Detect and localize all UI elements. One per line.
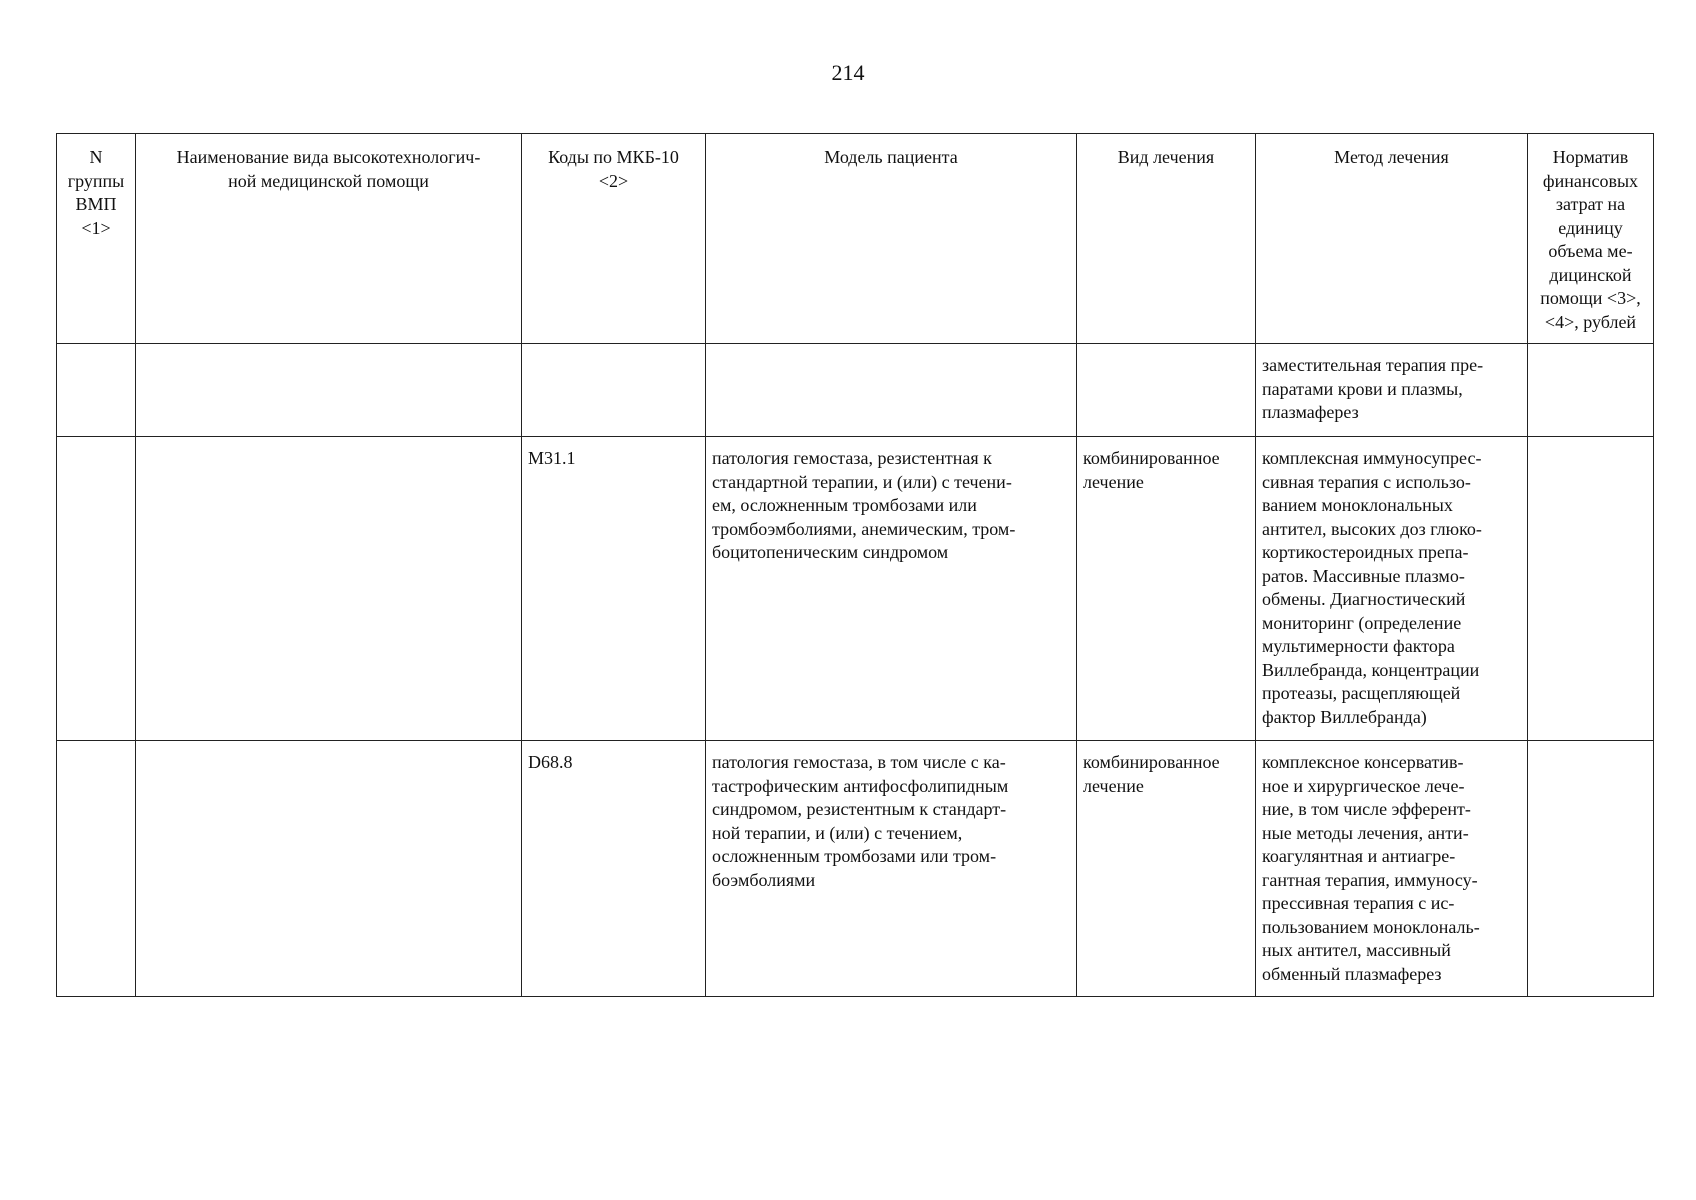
cell-text-line: ем, осложненным тромбозами или <box>712 495 977 515</box>
cell-group <box>57 741 136 997</box>
cell-method <box>1256 344 1528 437</box>
cell-text-line: комплексное консерватив- <box>1262 752 1464 772</box>
cell-text-line: антител, высоких доз глюко- <box>1262 518 1482 539</box>
cell-text-line: N <box>89 147 103 167</box>
cell-text-line: ных антител, массивный <box>1262 940 1451 960</box>
cell-name <box>136 437 522 741</box>
cell-treatment-type <box>1077 741 1256 997</box>
cell-text-line: синдромом, резистентным к стандарт- <box>712 799 1007 819</box>
cell-text-line: пользованием моноклональ- <box>1262 916 1480 937</box>
cell-text-line: кортикостероидных препа- <box>1262 542 1469 562</box>
cell-norm <box>1528 741 1654 997</box>
cell-text-line: плазмаферез <box>1262 402 1359 422</box>
cell-treatment-type <box>1077 437 1256 741</box>
cell-text-line: боцитопеническим синдромом <box>712 542 949 562</box>
cell-norm <box>1528 437 1654 741</box>
cell-text-line: мультимерности фактора <box>1262 636 1455 656</box>
cell-text-line: ное и хирургическое лече- <box>1262 775 1465 796</box>
cell-text-line: ние, в том числе эфферент- <box>1262 799 1471 819</box>
cell-treatment-type <box>1077 344 1256 437</box>
cell-text-line: объема ме- <box>1548 241 1633 261</box>
cell-text-line: дицинской <box>1549 264 1632 285</box>
cell-text-line: помощи <3>, <box>1540 288 1641 308</box>
cell-text-line: стандартной терапии, и (или) с течени- <box>712 471 1012 492</box>
cell-text-line: Метод лечения <box>1334 147 1449 167</box>
cell-text-line: сивная терапия с использо- <box>1262 471 1471 492</box>
cell-text-line: комбинированное <box>1083 752 1220 772</box>
cell-codes: M31.1 <box>522 437 706 741</box>
cell-text-line: паратами крови и плазмы, <box>1262 378 1463 399</box>
cell-codes: D68.8 <box>522 741 706 997</box>
header-care-name <box>136 134 522 344</box>
cell-text-line: патология гемостаза, в том числе с ка- <box>712 752 1006 772</box>
cell-group <box>57 437 136 741</box>
header-group-number <box>57 134 136 344</box>
cell-text-line: лечение <box>1083 471 1144 492</box>
cell-text-line: тастрофическим антифосфолипидным <box>712 775 1009 796</box>
cell-text-line: Коды по МКБ-10 <box>548 147 679 167</box>
cell-text-line: лечение <box>1083 775 1144 796</box>
cell-text-line: протеазы, расщепляющей <box>1262 683 1461 703</box>
cell-text-line: комбинированное <box>1083 448 1220 468</box>
cell-text-line: ные методы лечения, анти- <box>1262 822 1469 843</box>
cell-text-line: Виллебранда, концентрации <box>1262 659 1480 680</box>
cell-text-line: патология гемостаза, резистентная к <box>712 448 992 468</box>
header-treatment-type <box>1077 134 1256 344</box>
cell-text-line: <2> <box>598 170 629 191</box>
page-number: 214 <box>831 60 865 85</box>
header-patient-model <box>706 134 1077 344</box>
cell-norm <box>1528 344 1654 437</box>
cell-text-line: ной терапии, и (или) с течением, <box>712 822 963 843</box>
cell-text-line: Норматив <box>1552 147 1629 167</box>
header-treatment-method <box>1256 134 1528 344</box>
cell-text-line: Вид лечения <box>1117 147 1215 167</box>
cell-text-line: Модель пациента <box>824 147 958 167</box>
cell-text-line: группы <box>67 170 125 191</box>
cell-text-line: <1> <box>81 217 111 238</box>
cell-model <box>706 741 1077 997</box>
cell-text-line: ВМП <box>75 194 117 214</box>
cell-text-line: Наименование вида высокотехнологич- <box>176 147 481 167</box>
cell-text-line: прессивная терапия с ис- <box>1262 893 1455 913</box>
table-header-row <box>57 134 1654 344</box>
cell-text-line: ванием моноклональных <box>1262 495 1453 515</box>
cell-method <box>1256 437 1528 741</box>
cell-name <box>136 344 522 437</box>
cell-text-line: осложненным тромбозами или тром- <box>712 846 997 866</box>
cell-text-line: комплексная иммуносупрес- <box>1262 448 1482 468</box>
cell-text-line: финансовых <box>1542 170 1639 191</box>
cell-group <box>57 344 136 437</box>
cell-text-line: ной медицинской помощи <box>228 170 429 191</box>
cell-text-line: тромбоэмболиями, анемическим, тром- <box>712 518 1016 539</box>
cell-text-line: боэмболиями <box>712 869 816 890</box>
cell-text-line: ратов. Массивные плазмо- <box>1262 565 1465 586</box>
cell-text-line: гантная терапия, иммуносу- <box>1262 869 1478 890</box>
cell-codes <box>522 344 706 437</box>
cell-model <box>706 437 1077 741</box>
cell-method <box>1256 741 1528 997</box>
cell-text-line: заместительная терапия пре- <box>1262 355 1484 375</box>
cell-text-line: единицу <box>1558 217 1623 238</box>
table-row <box>57 344 1654 437</box>
header-icd-codes <box>522 134 706 344</box>
cell-text-line: фактор Виллебранда) <box>1262 706 1427 727</box>
cell-text-line: мониторинг (определение <box>1262 612 1462 633</box>
cell-text-line: обмены. Диагностический <box>1262 589 1466 609</box>
cell-text-line: <4>, рублей <box>1544 311 1637 332</box>
medical-care-table <box>56 133 1654 997</box>
cell-model <box>706 344 1077 437</box>
header-cost-norm <box>1528 134 1654 344</box>
cell-text-line: затрат на <box>1555 194 1626 214</box>
table-row <box>57 437 1654 741</box>
table-row <box>57 741 1654 997</box>
cell-text-line: коагулянтная и антиагре- <box>1262 846 1456 866</box>
cell-text-line: обменный плазмаферез <box>1262 963 1442 984</box>
cell-name <box>136 741 522 997</box>
